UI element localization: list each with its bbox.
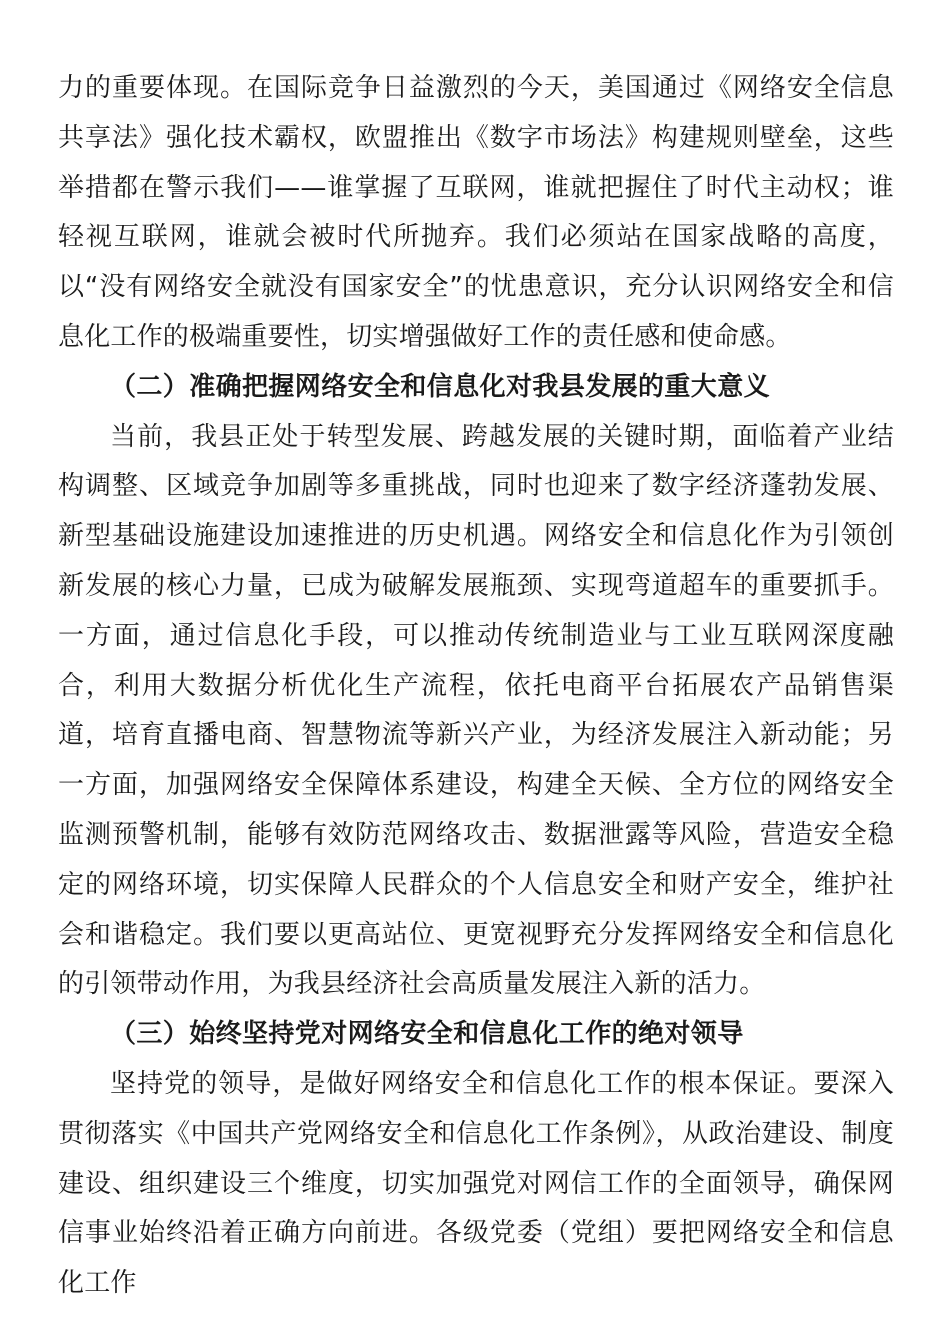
section-heading-3: （三）始终坚持党对网络安全和信息化工作的绝对领导 bbox=[110, 1019, 744, 1050]
section-heading-2: （二）准确把握网络安全和信息化对我县发展的重大意义 bbox=[110, 371, 771, 402]
body-paragraph-section-2: 当前，我县正处于转型发展、跨越发展的关键时期，面临着产业结构调整、区域竞争加剧等多重挑战，同时也迎来了数字经济蓬勃发展、新型基础设施建设加速推进的历史机遇。网络安全和信息化作为引领创新发展的核心力量，已成为破解发展瓶颈、实现弯道超车的重要抓手。一方面，通过信息化手段，可以推动传统制造业与工业互联网深度融合，利用大数据分析优化生产流程，依托电商平台拓展农产品销售渠道，培育直播电商、智慧物流等新兴产业，为经济发展注入新动能；另一方面，加强网络安全保障体系建设，构建全天候、全方位的网络安全监测预警机制，能够有效防范网络攻击、数据泄露等风险，营造安全稳定的网络环境，切实保障人民群众的个人信息安全和财产安全，维护社会和谐稳定。我们要以更高站位、更宽视野充分发挥网络安全和信息化的引领带动作用，为我县经济社会高质量发展注入新的活力。 bbox=[58, 421, 894, 1000]
body-paragraph-continued: 力的重要体现。在国际竞争日益激烈的今天，美国通过《网络安全信息共享法》强化技术霸权，欧盟推出《数字市场法》构建规则壁垒，这些举措都在警示我们——谁掌握了互联网，谁就把握住了时代主动权；谁轻视互联网，谁就会被时代所抛弃。我们必须站在国家战略的高度，以“没有网络安全就没有国家安全”的忧患意识，充分认识网络安全和信息化工作的极端重要性，切实增强做好工作的责任感和使命感。 bbox=[58, 73, 894, 352]
document-page bbox=[58, 64, 894, 1309]
body-paragraph-section-3: 坚持党的领导，是做好网络安全和信息化工作的根本保证。要深入贯彻落实《中国共产党网络安全和信息化工作条例》，从政治建设、制度建设、组织建设三个维度，切实加强党对网信工作的全面领导，确保网信事业始终沿着正确方向前进。各级党委（党组）要把网络安全和信息化工作 bbox=[58, 1068, 894, 1299]
